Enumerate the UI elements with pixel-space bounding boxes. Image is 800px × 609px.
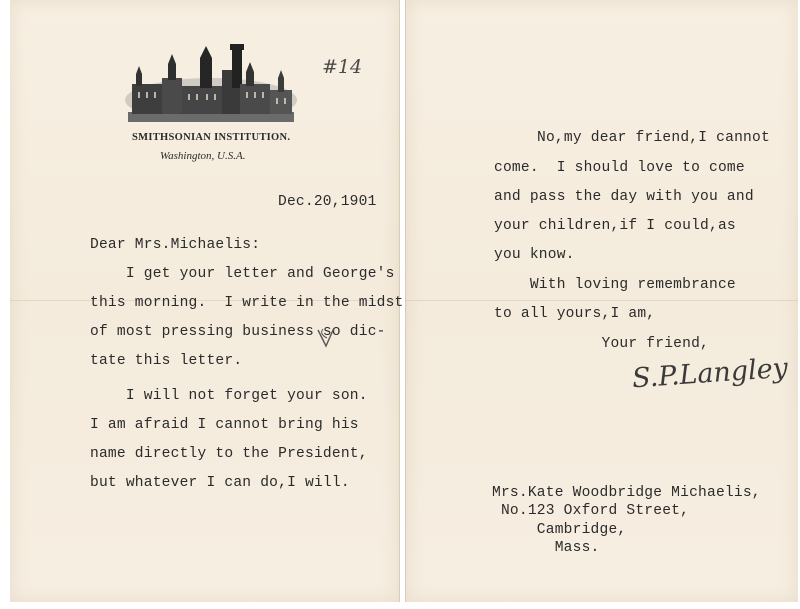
handwritten-item-number: #14 bbox=[322, 56, 363, 78]
salutation: Dear Mrs.Michaelis: bbox=[90, 237, 261, 253]
signature: S.P.Langley bbox=[631, 352, 789, 395]
body-line: and pass the day with you and bbox=[494, 189, 754, 205]
body-line: I am afraid I cannot bring his bbox=[90, 417, 359, 433]
address-line: Mass. bbox=[492, 540, 600, 556]
letter-date: Dec.20,1901 bbox=[278, 194, 377, 210]
body-line: this morning. I write in the midst bbox=[90, 295, 404, 311]
body-line: No,my dear friend,I cannot bbox=[537, 130, 770, 146]
body-line: With loving remembrance bbox=[494, 277, 736, 293]
body-line: of most pressing business so dic- bbox=[90, 324, 386, 340]
letter-page-right bbox=[405, 0, 798, 602]
address-line: Cambridge, bbox=[492, 522, 627, 538]
handwritten-correction-mark bbox=[315, 326, 337, 350]
letter-page-left bbox=[10, 0, 404, 602]
body-line: you know. bbox=[494, 247, 575, 263]
letterhead-institution: SMITHSONIAN INSTITUTION. bbox=[132, 132, 291, 143]
body-line: name directly to the President, bbox=[90, 446, 368, 462]
address-line: No.123 Oxford Street, bbox=[492, 503, 690, 519]
address-line: Mrs.Kate Woodbridge Michaelis, bbox=[492, 485, 761, 501]
body-line: to all yours,I am, bbox=[494, 306, 656, 322]
body-line: I will not forget your son. bbox=[90, 388, 368, 404]
body-line: I get your letter and George's bbox=[90, 266, 395, 282]
body-line: your children,if I could,as bbox=[494, 218, 736, 234]
body-line: but whatever I can do,I will. bbox=[90, 475, 350, 491]
body-line: come. I should love to come bbox=[494, 160, 745, 176]
letterhead-location: Washington, U.S.A. bbox=[160, 150, 246, 162]
page-fold-line bbox=[406, 300, 798, 301]
smithsonian-castle-engraving bbox=[122, 40, 300, 126]
body-line: Your friend, bbox=[494, 336, 709, 352]
body-line: tate this letter. bbox=[90, 353, 243, 369]
